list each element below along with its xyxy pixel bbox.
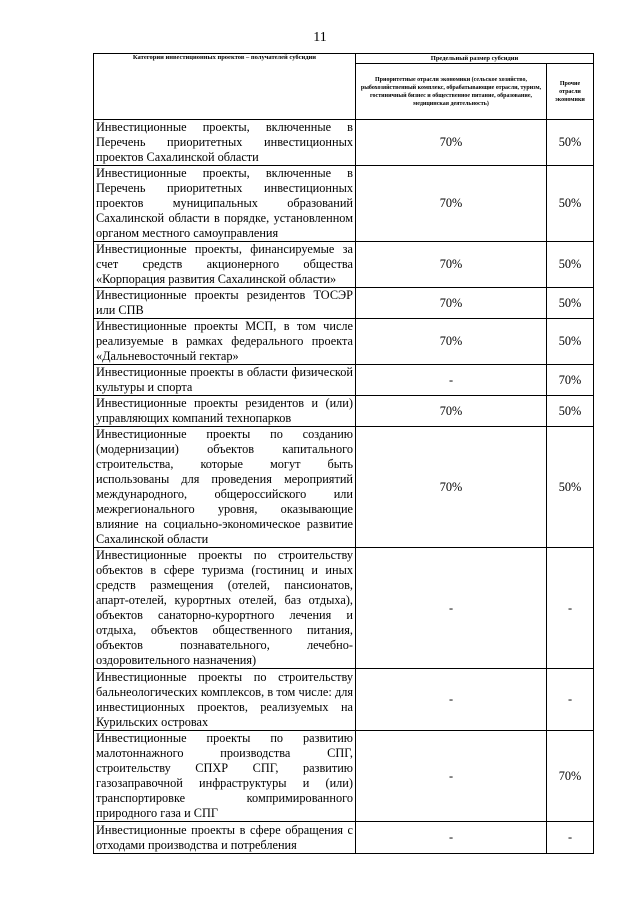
header-category: Категории инвестиционных проектов – получателей субсидии (94, 54, 356, 120)
row-priority-value: 70% (356, 166, 547, 242)
table-row (94, 242, 594, 288)
row-other-value: 50% (547, 242, 594, 288)
row-category: Инвестиционные проекты по строительству бальнеологических комплексов, в том числе: для инвестиционных проектов, реализуемых на Курильских островах (94, 669, 356, 731)
row-priority-value: 70% (356, 427, 547, 548)
row-other-value: 70% (547, 731, 594, 822)
table-row (94, 822, 594, 854)
row-priority-value: - (356, 731, 547, 822)
row-other-value: 50% (547, 427, 594, 548)
row-priority-value: 70% (356, 242, 547, 288)
row-category: Инвестиционные проекты резидентов и (или) управляющих компаний технопарков (94, 396, 356, 427)
page-number: 11 (313, 30, 327, 45)
row-category: Инвестиционные проекты МСП, в том числе реализуемые в рамках федерального проекта «Дальневосточный гектар» (94, 319, 356, 365)
row-category: Инвестиционные проекты, включенные в Перечень приоритетных инвестиционных проектов Сахалинской области (94, 120, 356, 166)
table-row (94, 120, 594, 166)
table-row (94, 288, 594, 319)
row-other-value: 70% (547, 365, 594, 396)
row-other-value: - (547, 669, 594, 731)
row-category: Инвестиционные проекты резидентов ТОСЭР или СПВ (94, 288, 356, 319)
row-priority-value: - (356, 548, 547, 669)
row-other-value: 50% (547, 120, 594, 166)
row-category: Инвестиционные проекты в сфере обращения с отходами производства и потребления (94, 822, 356, 854)
row-priority-value: 70% (356, 396, 547, 427)
table-row (94, 365, 594, 396)
row-priority-value: 70% (356, 120, 547, 166)
row-category: Инвестиционные проекты по созданию (модернизации) объектов капитального строительства, которые могут быть использованы для проведения мероприятий международного, общероссийского или межрегионального уровня, оказывающие влияние на социально-экономическое развитие Сахалинской области (94, 427, 356, 548)
row-category: Инвестиционные проекты, финансируемые за счет средств акционерного общества «Корпорация развития Сахалинской области» (94, 242, 356, 288)
table-row (94, 548, 594, 669)
row-priority-value: - (356, 365, 547, 396)
row-other-value: - (547, 822, 594, 854)
row-other-value: 50% (547, 319, 594, 365)
row-other-value: 50% (547, 166, 594, 242)
header-other-sectors: Прочие отрасли экономики (547, 64, 594, 120)
row-priority-value: 70% (356, 319, 547, 365)
header-max-subsidy: Предельный размер субсидии (356, 54, 594, 64)
row-priority-value: - (356, 822, 547, 854)
subsidy-table (93, 53, 594, 854)
table-row (94, 731, 594, 822)
row-priority-value: - (356, 669, 547, 731)
row-priority-value: 70% (356, 288, 547, 319)
table-row (94, 166, 594, 242)
row-category: Инвестиционные проекты по развитию малотоннажного производства СПГ, строительству СПХР СПГ, развитию газозаправочной инфраструктуры и (или) транспортировке компримированного природного газа и СПГ (94, 731, 356, 822)
row-other-value: 50% (547, 288, 594, 319)
row-category: Инвестиционные проекты в области физической культуры и спорта (94, 365, 356, 396)
row-other-value: - (547, 548, 594, 669)
table-row (94, 427, 594, 548)
row-category: Инвестиционные проекты, включенные в Перечень приоритетных инвестиционных проектов муниципальных образований Сахалинской области в порядке, установленном органом местного самоуправления (94, 166, 356, 242)
header-priority-sectors: Приоритетные отрасли экономики (сельское хозяйство, рыбохозяйственный комплекс, обрабатывающие отрасли, туризм, гостиничный бизнес и общественное питание, образование, медицинская деятельность) (356, 64, 547, 120)
table-row (94, 396, 594, 427)
table-row (94, 319, 594, 365)
row-category: Инвестиционные проекты по строительству объектов в сфере туризма (гостиниц и иных средств размещения (отелей, пансионатов, апарт-отелей, курортных отелей, баз отдыха), объектов санаторно-курортного лечения и отдыха, объектов общественного питания, объектов познавательного, лечебно-оздоровительного назначения) (94, 548, 356, 669)
table-row (94, 669, 594, 731)
row-other-value: 50% (547, 396, 594, 427)
